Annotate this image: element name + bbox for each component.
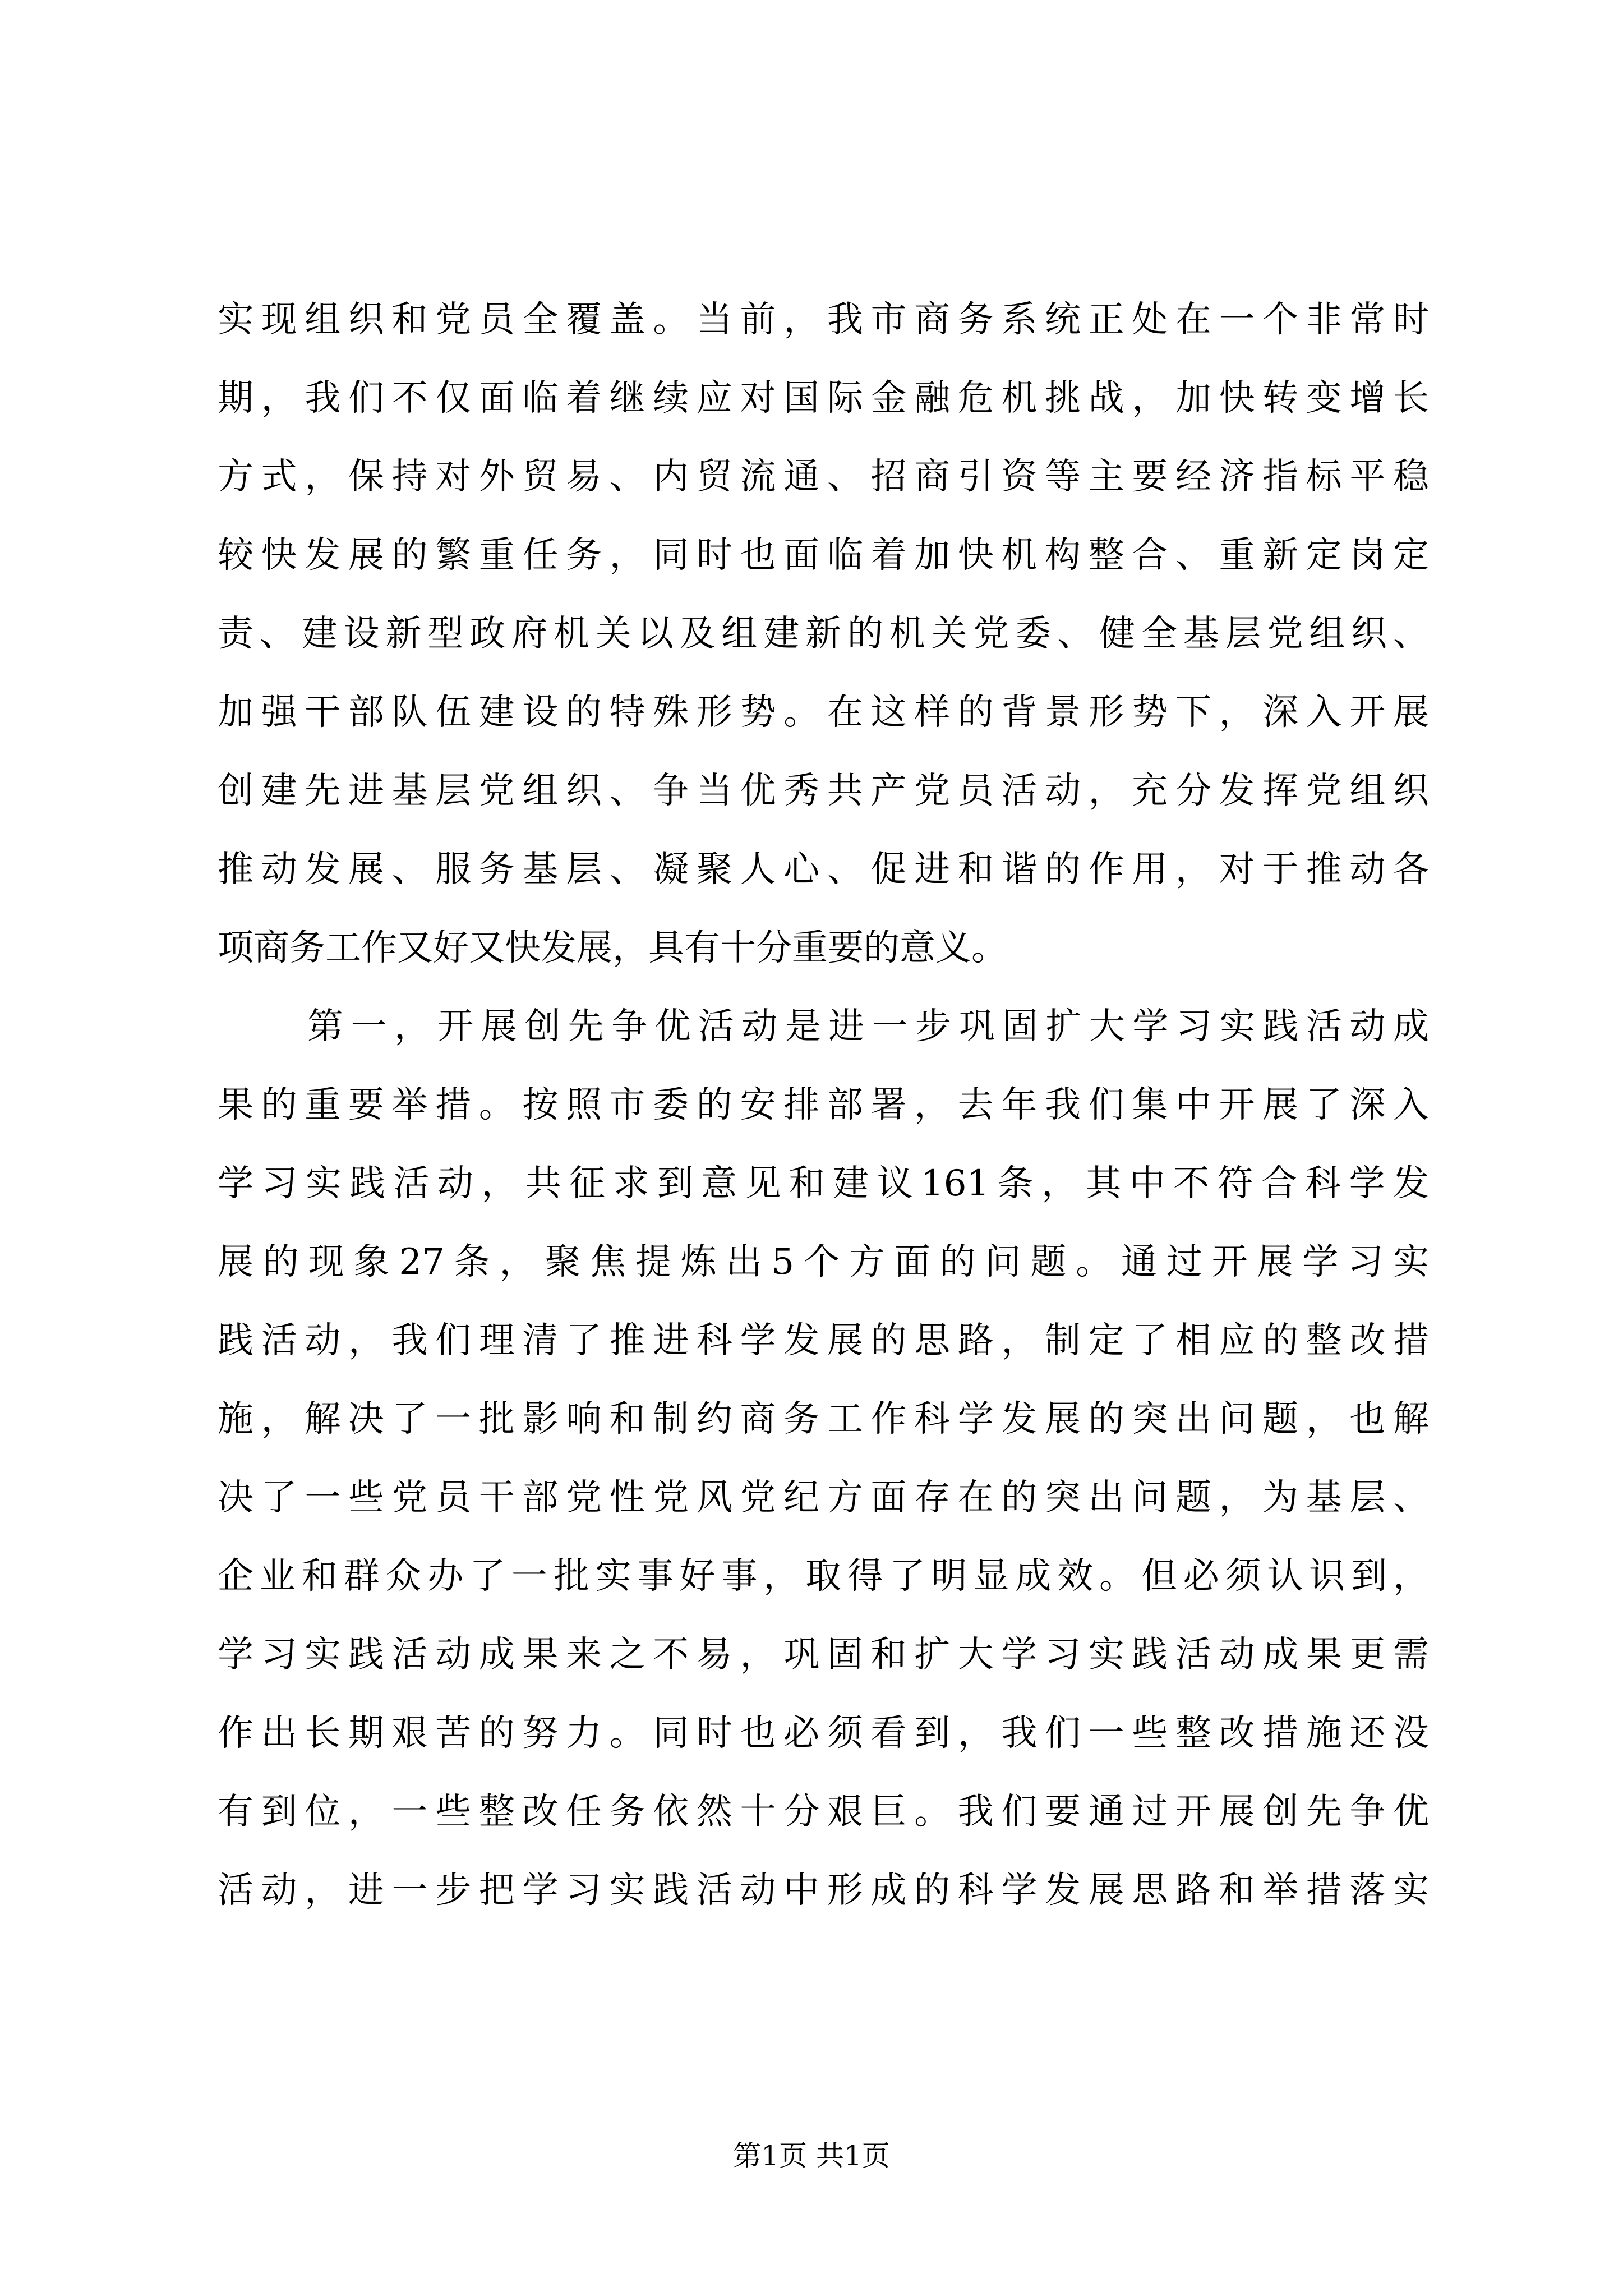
text-line-13: 展的现象27条，聚焦提炼出5个方面的问题。通过开展学习实 bbox=[218, 1241, 1429, 1283]
text-line-11: 果的重要举措。按照市委的安排部署，去年我们集中开展了深入 bbox=[218, 1084, 1429, 1126]
text-line-1: 实现组织和党员全覆盖。当前，我市商务系统正处在一个非常时 bbox=[218, 299, 1429, 341]
text-line-3: 方式，保持对外贸易、内贸流通、招商引资等主要经济指标平稳 bbox=[218, 456, 1429, 498]
page-footer: 第1页 共1页 bbox=[733, 2139, 890, 2172]
text-line-7: 创建先进基层党组织、争当优秀共产党员活动，充分发挥党组织 bbox=[218, 770, 1429, 812]
text-line-12: 学习实践活动，共征求到意见和建议161条，其中不符合科学发 bbox=[218, 1163, 1429, 1204]
text-line-20: 有到位，一些整改任务依然十分艰巨。我们要通过开展创先争优 bbox=[218, 1791, 1429, 1833]
text-line-21: 活动，进一步把学习实践活动中形成的科学发展思路和举措落实 bbox=[218, 1870, 1429, 1911]
text-line-15: 施，解决了一批影响和制约商务工作科学发展的突出问题，也解 bbox=[218, 1398, 1429, 1440]
text-line-2: 期，我们不仅面临着继续应对国际金融危机挑战，加快转变增长 bbox=[218, 378, 1429, 419]
text-line-4: 较快发展的繁重任务，同时也面临着加快机构整合、重新定岗定 bbox=[218, 535, 1429, 576]
text-line-10: 第一，开展创先争优活动是进一步巩固扩大学习实践活动成 bbox=[307, 1006, 1429, 1047]
text-line-5: 责、建设新型政府机关以及组建新的机关党委、健全基层党组织、 bbox=[218, 613, 1429, 655]
text-line-19: 作出长期艰苦的努力。同时也必须看到，我们一些整改措施还没 bbox=[218, 1713, 1429, 1754]
text-line-8: 推动发展、服务基层、凝聚人心、促进和谐的作用，对于推动各 bbox=[218, 849, 1429, 890]
text-line-17: 企业和群众办了一批实事好事，取得了明显成效。但必须认识到， bbox=[218, 1556, 1429, 1597]
text-line-16: 决了一些党员干部党性党风党纪方面存在的突出问题，为基层、 bbox=[218, 1477, 1429, 1519]
text-line-18: 学习实践活动成果来之不易，巩固和扩大学习实践活动成果更需 bbox=[218, 1634, 1429, 1676]
text-line-9: 项商务工作又好又快发展，具有十分重要的意义。 bbox=[218, 927, 1007, 969]
text-line-6: 加强干部队伍建设的特殊形势。在这样的背景形势下，深入开展 bbox=[218, 692, 1429, 733]
text-line-14: 践活动，我们理清了推进科学发展的思路，制定了相应的整改措 bbox=[218, 1320, 1429, 1361]
